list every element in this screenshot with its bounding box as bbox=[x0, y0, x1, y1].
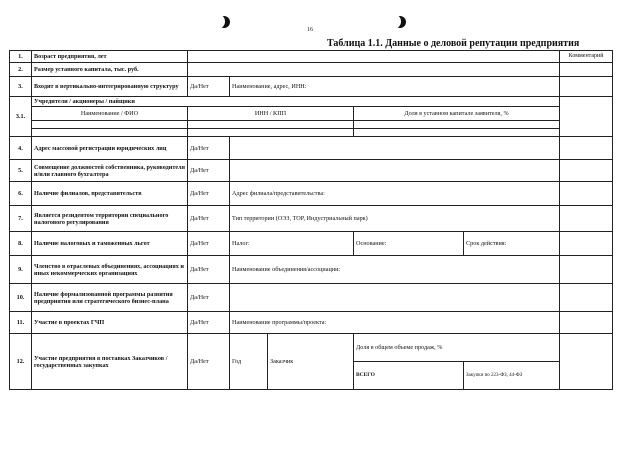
table-row bbox=[10, 206, 613, 232]
table-row bbox=[10, 63, 613, 77]
comment-cell[interactable] bbox=[560, 182, 613, 206]
row-label: Учредители / акционеры / пайщики bbox=[32, 97, 560, 107]
comment-cell[interactable] bbox=[560, 312, 613, 334]
comment-header: Комментарий bbox=[560, 51, 613, 63]
yes-no-cell[interactable]: Да/Нет bbox=[188, 206, 230, 232]
table-row bbox=[10, 129, 613, 137]
answer-cell[interactable] bbox=[230, 160, 560, 182]
row-number: 6. bbox=[10, 182, 32, 206]
table-row bbox=[10, 121, 613, 129]
founder-inn-cell[interactable] bbox=[188, 121, 354, 129]
answer-cell[interactable] bbox=[230, 137, 560, 160]
founder-share-cell[interactable] bbox=[354, 129, 560, 137]
yes-no-cell[interactable]: Да/Нет bbox=[188, 284, 230, 312]
row-number: 10. bbox=[10, 284, 32, 312]
table-row bbox=[10, 334, 613, 362]
table-row bbox=[10, 137, 613, 160]
yes-no-cell[interactable]: Да/Нет bbox=[188, 256, 230, 284]
table-row bbox=[10, 51, 613, 63]
row-label: Возраст предприятия, лет bbox=[32, 51, 188, 63]
comment-cell[interactable] bbox=[560, 334, 613, 390]
row-label: Является резидентом территории специального налогового регулирования bbox=[32, 206, 188, 232]
tax-field-label[interactable]: Налог: bbox=[230, 232, 354, 256]
row-number: 2. bbox=[10, 63, 32, 77]
comment-cell[interactable] bbox=[560, 77, 613, 97]
comment-cell[interactable] bbox=[560, 63, 613, 77]
yes-no-cell[interactable]: Да/Нет bbox=[188, 232, 230, 256]
row-label: Совмещение должностей собственника, руководителя и/или главного бухгалтера bbox=[32, 160, 188, 182]
page-number: 16 bbox=[307, 27, 313, 33]
row-label: Размер уставного капитала, тыс. руб. bbox=[32, 63, 188, 77]
row-number: 4. bbox=[10, 137, 32, 160]
founder-name-cell[interactable] bbox=[32, 121, 188, 129]
table-row bbox=[10, 160, 613, 182]
row-number: 11. bbox=[10, 312, 32, 334]
answer-cell[interactable] bbox=[188, 63, 560, 77]
row-number: 1. bbox=[10, 51, 32, 63]
sub-field-label[interactable]: Наименование, адрес, ИНН: bbox=[230, 77, 560, 97]
total-header: ВСЕГО bbox=[354, 362, 464, 390]
row-label: Членство в отраслевых объединениях, ассоциациях и иных некоммерческих организациях bbox=[32, 256, 188, 284]
table-row bbox=[10, 97, 613, 107]
table-title: Таблица 1.1. Данные о деловой репутации предприятия bbox=[327, 38, 580, 49]
table-row bbox=[10, 256, 613, 284]
yes-no-cell[interactable]: Да/Нет bbox=[188, 334, 230, 390]
row-label: Входит в вертикально-интегрированную структуру bbox=[32, 77, 188, 97]
business-reputation-table bbox=[9, 50, 613, 390]
yes-no-cell[interactable]: Да/Нет bbox=[188, 160, 230, 182]
table-row bbox=[10, 312, 613, 334]
yes-no-cell[interactable]: Да/Нет bbox=[188, 77, 230, 97]
year-header: Год bbox=[230, 334, 268, 390]
row-label: Участие предприятия в поставках Заказчиков / государственных закупках bbox=[32, 334, 188, 390]
comment-cell[interactable] bbox=[560, 232, 613, 256]
sub-field-label[interactable]: Адрес филиала/представительства: bbox=[230, 182, 560, 206]
validity-field-label[interactable]: Срок действия: bbox=[464, 232, 560, 256]
row-label: Наличие филиалов, представительств bbox=[32, 182, 188, 206]
row-label: Наличие налоговых и таможенных льгот bbox=[32, 232, 188, 256]
row-number: 3.1. bbox=[10, 97, 32, 137]
row-number: 9. bbox=[10, 256, 32, 284]
table-row bbox=[10, 284, 613, 312]
sales-share-header: Доля в общем объеме продаж, % bbox=[354, 334, 560, 362]
row-number: 8. bbox=[10, 232, 32, 256]
comment-cell[interactable] bbox=[560, 256, 613, 284]
comment-cell[interactable] bbox=[560, 97, 613, 137]
yes-no-cell[interactable]: Да/Нет bbox=[188, 182, 230, 206]
binder-hole-mark bbox=[394, 16, 406, 28]
purchases-223-header: Закупки по 223-ФЗ, 44-ФЗ bbox=[464, 362, 560, 390]
comment-cell[interactable] bbox=[560, 284, 613, 312]
row-number: 3. bbox=[10, 77, 32, 97]
sub-field-label[interactable]: Наименование объединения/ассоциации: bbox=[230, 256, 560, 284]
answer-cell[interactable] bbox=[188, 51, 560, 63]
table-row bbox=[10, 232, 613, 256]
column-header-inn: ИНН / КПП bbox=[188, 107, 354, 121]
yes-no-cell[interactable]: Да/Нет bbox=[188, 312, 230, 334]
column-header-share: Доля в уставном капитале заявителя, % bbox=[354, 107, 560, 121]
comment-cell[interactable] bbox=[560, 160, 613, 182]
row-label: Наличие формализованной программы развития предприятия или стратегического бизнес-плана bbox=[32, 284, 188, 312]
customer-header: Заказчик bbox=[268, 334, 354, 390]
founder-name-cell[interactable] bbox=[32, 129, 188, 137]
sub-field-label[interactable]: Наименование программы/проекта: bbox=[230, 312, 560, 334]
sub-field-label[interactable]: Тип территории (ОЭЗ, ТОР, Индустриальный парк) bbox=[230, 206, 560, 232]
column-header-name: Наименование / ФИО bbox=[32, 107, 188, 121]
table-row bbox=[10, 107, 613, 121]
binder-hole-mark bbox=[218, 16, 230, 28]
table-row bbox=[10, 77, 613, 97]
row-label: Адрес массовой регистрации юридических лиц bbox=[32, 137, 188, 160]
founder-share-cell[interactable] bbox=[354, 121, 560, 129]
basis-field-label[interactable]: Основание: bbox=[354, 232, 464, 256]
founder-inn-cell[interactable] bbox=[188, 129, 354, 137]
row-number: 12. bbox=[10, 334, 32, 390]
row-number: 7. bbox=[10, 206, 32, 232]
row-label: Участие в проектах ГЧП bbox=[32, 312, 188, 334]
comment-cell[interactable] bbox=[560, 137, 613, 160]
comment-cell[interactable] bbox=[560, 206, 613, 232]
answer-cell[interactable] bbox=[230, 284, 560, 312]
yes-no-cell[interactable]: Да/Нет bbox=[188, 137, 230, 160]
row-number: 5. bbox=[10, 160, 32, 182]
table-row bbox=[10, 182, 613, 206]
